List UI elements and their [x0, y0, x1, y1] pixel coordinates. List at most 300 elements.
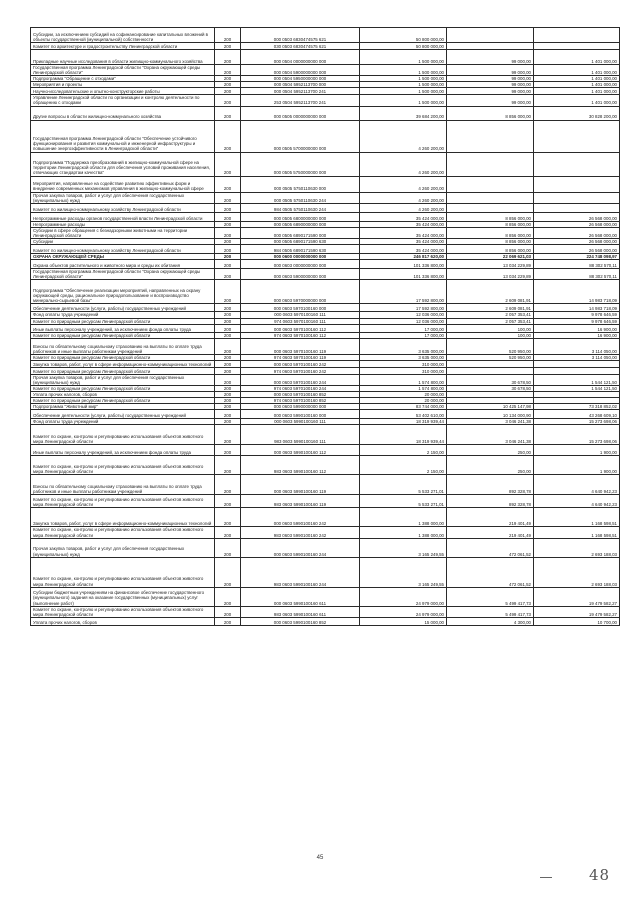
cell-fact: 250,00 — [447, 456, 534, 475]
cell-name: Комитет по жилищно-коммунальному хозяйству Ленинградской области — [31, 203, 215, 212]
cell-plan: 101 336 800,00 — [360, 269, 447, 280]
cell-fact: 13 034 229,89 — [447, 269, 534, 280]
cell-remain: 15 273 698,06 — [534, 419, 620, 425]
cell-fact: 472 061,52 — [447, 538, 534, 557]
cell-fact: 99 000,00 — [447, 50, 534, 65]
cell-code: 200 — [215, 88, 241, 95]
cell-code: 200 — [215, 43, 241, 50]
cell-code: 200 — [215, 304, 241, 312]
cell-code: 200 — [215, 65, 241, 76]
cell-plan: 1 388 000,00 — [360, 527, 447, 538]
cell-plan: 4 260 200,00 — [360, 192, 447, 203]
cell-name: Иные выплаты персоналу учреждений, за исключением фонда оплаты труда — [31, 324, 215, 332]
cell-plan: 15 000,00 — [360, 617, 447, 625]
table-row — [31, 374, 620, 385]
cell-plan: 24 979 000,00 — [360, 606, 447, 617]
budget-table-body — [31, 28, 620, 626]
cell-code: 200 — [215, 374, 241, 385]
cell-plan: 246 817 620,00 — [360, 254, 447, 260]
cell-name: Фонд оплаты труда учреждений — [31, 419, 215, 425]
cell-name: Прочая закупка товаров, работ и услуг для обеспечения государственных (муниципальных) нужд — [31, 192, 215, 203]
cell-csr: 000 0505 5750110630 244 — [241, 192, 360, 203]
table-row — [31, 508, 620, 527]
cell-csr: 984 0505 6890171590 630 — [241, 245, 360, 254]
table-row — [31, 260, 620, 269]
cell-name: Научно-исследовательские и опытно-конструкторские работы — [31, 88, 215, 95]
cell-fact: 3 046 241,38 — [447, 425, 534, 445]
cell-csr: 000 0505 5700000000 000 — [241, 120, 360, 152]
cell-csr: 983 0603 5990100160 244 — [241, 557, 360, 587]
cell-fact: 99 000,00 — [447, 95, 534, 106]
cell-fact: 99 000,00 — [447, 82, 534, 88]
cell-fact: 2 609 081,91 — [447, 280, 534, 304]
cell-plan: 24 979 000,00 — [360, 587, 447, 606]
table-row — [31, 50, 620, 65]
cell-plan: 17 592 800,00 — [360, 304, 447, 312]
cell-plan: 1 500 000,00 — [360, 65, 447, 76]
cell-remain: 9 978 646,59 — [534, 312, 620, 318]
cell-remain — [534, 152, 620, 176]
cell-fact: 3 046 241,38 — [447, 419, 534, 425]
cell-name: Комитет по охране, контролю и регулированию использования объектов животного мира Ленинградской области — [31, 495, 215, 508]
cell-csr: 000 0505 6890171590 000 — [241, 227, 360, 238]
cell-name: Мероприятия и проекты — [31, 82, 215, 88]
cell-csr: 000 0603 5990100160 111 — [241, 419, 360, 425]
table-row — [31, 176, 620, 192]
cell-name: Управление Ленинградской области по организации и контролю деятельности по обращению с отходами — [31, 95, 215, 106]
cell-csr: 000 0600 0000000000 000 — [241, 254, 360, 260]
cell-remain: 10 700,00 — [534, 617, 620, 625]
cell-code: 200 — [215, 95, 241, 106]
cell-code: 200 — [215, 606, 241, 617]
cell-csr: 983 0603 5990100160 119 — [241, 495, 360, 508]
cell-csr: 000 0603 5990100160 119 — [241, 475, 360, 495]
cell-code: 200 — [215, 176, 241, 192]
table-row — [31, 527, 620, 538]
cell-csr: 974 0603 5970100160 242 — [241, 367, 360, 374]
cell-csr: 000 0603 5970100160 244 — [241, 374, 360, 385]
cell-code: 200 — [215, 367, 241, 374]
cell-plan: 17 592 800,00 — [360, 280, 447, 304]
cell-remain: 1 401 000,00 — [534, 88, 620, 95]
table-row — [31, 106, 620, 120]
cell-plan: 35 424 000,00 — [360, 227, 447, 238]
cell-plan: 101 336 800,00 — [360, 260, 447, 269]
cell-fact: 892 328,78 — [447, 475, 534, 495]
cell-fact — [447, 28, 534, 43]
table-row — [31, 28, 620, 43]
cell-code: 200 — [215, 557, 241, 587]
cell-fact: 219 401,49 — [447, 508, 534, 527]
cell-name: ОХРАНА ОКРУЖАЮЩЕЙ СРЕДЫ — [31, 254, 215, 260]
table-row — [31, 88, 620, 95]
cell-plan: 3 635 000,00 — [360, 354, 447, 360]
cell-plan: 2 150,00 — [360, 445, 447, 456]
cell-name: Другие вопросы в области жилищно-коммунального хозяйства — [31, 106, 215, 120]
cell-remain: 2 693 188,03 — [534, 557, 620, 587]
cell-code: 200 — [215, 312, 241, 318]
table-row — [31, 304, 620, 312]
table-row — [31, 269, 620, 280]
table-row — [31, 617, 620, 625]
cell-name: Комитет по архитектуре и градостроительству Ленинградской области — [31, 43, 215, 50]
cell-plan: 12 036 000,00 — [360, 312, 447, 318]
cell-plan: 17 000,00 — [360, 332, 447, 338]
cell-remain: 1 401 000,00 — [534, 76, 620, 82]
table-row — [31, 192, 620, 203]
cell-name: Комитет по охране, контролю и регулированию использования объектов животного мира Ленинградской области — [31, 557, 215, 587]
cell-code: 200 — [215, 398, 241, 404]
cell-remain: 88 302 570,11 — [534, 260, 620, 269]
cell-plan: 1 500 000,00 — [360, 88, 447, 95]
cell-remain: 26 568 000,00 — [534, 221, 620, 227]
table-row — [31, 538, 620, 557]
cell-fact: 520 950,00 — [447, 354, 534, 360]
cell-csr: 000 0505 6890000000 000 — [241, 221, 360, 227]
cell-plan: 1 500 000,00 — [360, 95, 447, 106]
cell-csr: 983 0603 5990100160 111 — [241, 425, 360, 445]
table-row — [31, 606, 620, 617]
cell-code: 200 — [215, 239, 241, 245]
cell-remain: 9 978 646,59 — [534, 318, 620, 324]
cell-name: Комитет по охране, контролю и регулированию использования объектов животного мира Ленинградской области — [31, 527, 215, 538]
cell-remain: 43 268 609,10 — [534, 410, 620, 419]
handwritten-sheet-number: 48 — [589, 866, 611, 884]
cell-plan: 20 000,00 — [360, 398, 447, 404]
cell-fact: 100,00 — [447, 332, 534, 338]
cell-code: 200 — [215, 227, 241, 238]
cell-fact: 22 069 621,03 — [447, 254, 534, 260]
cell-remain: 14 983 718,09 — [534, 304, 620, 312]
table-row — [31, 120, 620, 152]
cell-code: 200 — [215, 425, 241, 445]
cell-code: 200 — [215, 338, 241, 354]
cell-csr: 000 0505 5750110630 000 — [241, 176, 360, 192]
cell-name: Комитет по природным ресурсам Ленинградской области — [31, 332, 215, 338]
cell-remain — [534, 176, 620, 192]
cell-name: Иные выплаты персоналу учреждений, за исключением фонда оплаты труда — [31, 445, 215, 456]
cell-name: Взносы по обязательному социальному страхованию на выплаты по оплате труда работников и иные выплаты работникам учреждений — [31, 475, 215, 495]
cell-plan: 4 260 200,00 — [360, 152, 447, 176]
cell-remain — [534, 203, 620, 212]
cell-name: Комитет по природным ресурсам Ленинградской области — [31, 398, 215, 404]
cell-fact: 8 856 000,00 — [447, 221, 534, 227]
cell-name: Комитет по природным ресурсам Ленинградской области — [31, 367, 215, 374]
cell-remain: 19 479 582,27 — [534, 587, 620, 606]
cell-plan: 4 260 200,00 — [360, 203, 447, 212]
cell-name: Закупка товаров, работ, услуг в сфере информационно-коммуникационных технологий — [31, 508, 215, 527]
table-row — [31, 338, 620, 354]
cell-fact: 8 856 000,00 — [447, 227, 534, 238]
cell-fact: 100,00 — [447, 324, 534, 332]
cell-fact: 8 856 000,00 — [447, 239, 534, 245]
cell-fact — [447, 152, 534, 176]
cell-remain: 16 900,00 — [534, 332, 620, 338]
cell-remain: 224 748 098,97 — [534, 254, 620, 260]
cell-name: Комитет по природным ресурсам Ленинградской области — [31, 385, 215, 391]
cell-name: Государственная программа Ленинградской области "Охрана окружающей среды Ленинградской области" — [31, 65, 215, 76]
cell-plan: 2 150,00 — [360, 456, 447, 475]
cell-plan: 35 424 000,00 — [360, 212, 447, 221]
cell-code: 200 — [215, 82, 241, 88]
cell-remain: 2 693 188,03 — [534, 538, 620, 557]
cell-fact: 2 057 353,41 — [447, 312, 534, 318]
cell-fact: 2 057 353,41 — [447, 318, 534, 324]
cell-remain: 1 401 000,00 — [534, 95, 620, 106]
cell-name: Государственная программа Ленинградской области "Охрана окружающей среды Ленинградской области" — [31, 269, 215, 280]
cell-plan: 20 000,00 — [360, 392, 447, 398]
table-row — [31, 367, 620, 374]
cell-fact: 4 300,00 — [447, 617, 534, 625]
cell-code: 200 — [215, 354, 241, 360]
cell-name: Комитет по природным ресурсам Ленинградской области — [31, 354, 215, 360]
cell-name: Подпрограмма "Обеспечение реализации мероприятий, направленных на охрану окружающей среды, рациональное природопользование и воспроизводство минерально-сырьевой базы" — [31, 280, 215, 304]
cell-plan: 3 165 249,55 — [360, 557, 447, 587]
cell-name: Подпрограмма "Животный мир" — [31, 404, 215, 410]
cell-plan: 35 424 000,00 — [360, 239, 447, 245]
cell-csr: 000 0504 5950000000 000 — [241, 76, 360, 82]
cell-plan: 35 424 000,00 — [360, 221, 447, 227]
cell-plan: 53 402 610,00 — [360, 410, 447, 419]
cell-csr: 974 0603 5970100160 111 — [241, 318, 360, 324]
cell-fact: 10 134 000,90 — [447, 410, 534, 419]
cell-remain — [534, 360, 620, 367]
cell-fact: 5 499 417,73 — [447, 606, 534, 617]
cell-remain: 16 900,00 — [534, 324, 620, 332]
cell-remain — [534, 120, 620, 152]
cell-name: Комитет по охране, контролю и регулированию использования объектов животного мира Ленинградской области — [31, 606, 215, 617]
cell-code: 200 — [215, 617, 241, 625]
cell-fact — [447, 192, 534, 203]
cell-name: Непрограммные расходы — [31, 221, 215, 227]
cell-csr: 974 0603 5970100160 119 — [241, 354, 360, 360]
cell-remain: 26 568 000,00 — [534, 227, 620, 238]
cell-fact: 219 401,49 — [447, 527, 534, 538]
cell-remain: 14 983 718,09 — [534, 280, 620, 304]
cell-fact — [447, 203, 534, 212]
cell-csr: 000 0603 0000000000 000 — [241, 260, 360, 269]
cell-csr: 000 0504 0000000000 000 — [241, 50, 360, 65]
table-row — [31, 475, 620, 495]
cell-remain: 15 273 698,06 — [534, 425, 620, 445]
cell-code: 200 — [215, 120, 241, 152]
cell-plan: 5 533 271,01 — [360, 495, 447, 508]
cell-fact — [447, 43, 534, 50]
cell-name: Государственная программа Ленинградской области "Обеспечение устойчивого функционирования и развития коммунальной и инженерной инфраструктуры и повышение энергоэффективности в Ленинградской области" — [31, 120, 215, 152]
cell-name: Прочая закупка товаров, работ и услуг для обеспечения государственных (муниципальных) нужд — [31, 374, 215, 385]
cell-csr: 253 0504 5952113700 241 — [241, 95, 360, 106]
cell-code: 200 — [215, 280, 241, 304]
cell-name: Уплата прочих налогов, сборов — [31, 392, 215, 398]
table-row — [31, 65, 620, 76]
cell-csr: 000 0504 5952113700 241 — [241, 88, 360, 95]
cell-code: 200 — [215, 192, 241, 203]
cell-name: Обеспечение деятельности (услуги, работы) государственных учреждений — [31, 410, 215, 419]
cell-code: 200 — [215, 260, 241, 269]
cell-code: 200 — [215, 269, 241, 280]
cell-fact: 13 034 229,89 — [447, 260, 534, 269]
cell-csr: 000 0505 6800000000 000 — [241, 212, 360, 221]
cell-remain: 1 168 598,51 — [534, 508, 620, 527]
cell-remain — [534, 28, 620, 43]
cell-code: 200 — [215, 332, 241, 338]
cell-csr: 000 0505 6890171590 630 — [241, 239, 360, 245]
cell-plan: 1 574 800,00 — [360, 374, 447, 385]
cell-name: Комитет по охране, контролю и регулированию использования объектов животного мира Ленинградской области — [31, 456, 215, 475]
cell-name: Уплата прочих налогов, сборов — [31, 617, 215, 625]
cell-name: Фонд оплаты труда учреждений — [31, 312, 215, 318]
cell-csr: 000 0603 5970100160 119 — [241, 338, 360, 354]
cell-name: Субсидии бюджетным учреждениям на финансовое обеспечение государственного (муниципального) задания на оказание государственных (муниципальных) услуг (выполнение работ) — [31, 587, 215, 606]
cell-fact — [447, 120, 534, 152]
cell-code: 200 — [215, 419, 241, 425]
table-row — [31, 95, 620, 106]
cell-fact — [447, 360, 534, 367]
cell-csr: 000 0603 5900000000 000 — [241, 269, 360, 280]
table-row — [31, 495, 620, 508]
cell-plan: 1 388 000,00 — [360, 508, 447, 527]
cell-code: 200 — [215, 495, 241, 508]
cell-fact: 5 499 417,73 — [447, 587, 534, 606]
handwritten-dash — [540, 877, 552, 878]
cell-remain: 3 114 050,00 — [534, 354, 620, 360]
cell-remain: 1 900,00 — [534, 445, 620, 456]
table-row — [31, 245, 620, 254]
cell-name: Субсидии, за исключением субсидий на софинансирование капитальных вложений в объекты государственной (муниципальной) собственности — [31, 28, 215, 43]
cell-code: 200 — [215, 392, 241, 398]
cell-remain: 73 318 852,02 — [534, 404, 620, 410]
cell-code: 200 — [215, 475, 241, 495]
cell-fact — [447, 367, 534, 374]
cell-csr: 984 0505 5750110630 244 — [241, 203, 360, 212]
cell-fact: 99 000,00 — [447, 76, 534, 82]
cell-fact: 8 856 000,00 — [447, 106, 534, 120]
cell-plan: 50 800 000,00 — [360, 43, 447, 50]
cell-remain — [534, 43, 620, 50]
cell-code: 200 — [215, 76, 241, 82]
cell-csr: 000 0503 6830474575 621 — [241, 28, 360, 43]
cell-csr: 000 0505 5750000000 000 — [241, 152, 360, 176]
cell-remain: 1 401 000,00 — [534, 50, 620, 65]
cell-fact: 30 678,50 — [447, 385, 534, 391]
cell-fact — [447, 176, 534, 192]
cell-fact: 10 425 147,98 — [447, 404, 534, 410]
cell-fact: 8 856 000,00 — [447, 245, 534, 254]
cell-csr: 000 0603 5990000000 000 — [241, 404, 360, 410]
cell-csr: 983 0603 5990100160 112 — [241, 456, 360, 475]
cell-code: 200 — [215, 254, 241, 260]
table-row — [31, 410, 620, 419]
cell-code: 200 — [215, 324, 241, 332]
cell-name: Обеспечение деятельности (услуги, работы) государственных учреждений — [31, 304, 215, 312]
cell-remain: 19 479 582,27 — [534, 606, 620, 617]
cell-remain: 1 401 000,00 — [534, 82, 620, 88]
cell-name: Субсидии в сфере обращения с безнадзорными животными на территории Ленинградской области — [31, 227, 215, 238]
cell-plan: 50 800 000,00 — [360, 28, 447, 43]
cell-csr: 000 0504 5900000000 000 — [241, 65, 360, 76]
cell-csr: 000 0603 5990100160 242 — [241, 508, 360, 527]
cell-fact: 250,00 — [447, 445, 534, 456]
table-row — [31, 43, 620, 50]
cell-remain: 26 568 000,00 — [534, 212, 620, 221]
cell-name: Охрана объектов растительного и животного мира и среды их обитания — [31, 260, 215, 269]
cell-csr: 000 0603 5970000000 000 — [241, 280, 360, 304]
cell-name: Комитет по жилищно-коммунальному хозяйству Ленинградской области — [31, 245, 215, 254]
cell-csr: 983 0603 5990100160 611 — [241, 606, 360, 617]
table-row — [31, 212, 620, 221]
cell-remain: 1 168 598,51 — [534, 527, 620, 538]
cell-csr: 000 0603 5990100160 244 — [241, 538, 360, 557]
cell-plan: 310 000,00 — [360, 367, 447, 374]
cell-plan: 18 319 939,44 — [360, 425, 447, 445]
cell-name: Подпрограмма "Поддержка преобразований в жилищно-коммунальной сфере на территории Ленинградской области для обеспечения условий проживания населения, отвечающих стандартам качества" — [31, 152, 215, 176]
cell-name: Подпрограмма "Обращение с отходами" — [31, 76, 215, 82]
cell-name: Прикладные научные исследования в области жилищно-коммунального хозяйства — [31, 50, 215, 65]
cell-remain: 1 401 000,00 — [534, 65, 620, 76]
cell-name: Взносы по обязательному социальному страхованию на выплаты по оплате труда работников и иные выплаты работникам учреждений — [31, 338, 215, 354]
cell-plan: 39 684 200,00 — [360, 106, 447, 120]
cell-name: Непрограммные расходы органов государственной власти Ленинградской области — [31, 212, 215, 221]
cell-csr: 000 0505 0000000000 000 — [241, 106, 360, 120]
cell-remain: 4 640 942,23 — [534, 475, 620, 495]
cell-code: 200 — [215, 587, 241, 606]
cell-name: Мероприятия, направленные на содействие развитию эффективных форм и внедрение современных механизмов управления в жилищно-коммунальной сфере — [31, 176, 215, 192]
table-row — [31, 360, 620, 367]
cell-code: 200 — [215, 203, 241, 212]
cell-csr: 000 0603 5990100160 611 — [241, 587, 360, 606]
cell-fact: 520 950,00 — [447, 338, 534, 354]
cell-csr: 974 0603 5970100160 852 — [241, 398, 360, 404]
cell-code: 200 — [215, 50, 241, 65]
cell-csr: 000 0603 5970100160 000 — [241, 304, 360, 312]
cell-plan: 4 260 200,00 — [360, 120, 447, 152]
cell-remain — [534, 192, 620, 203]
cell-csr: 000 0603 5970100160 242 — [241, 360, 360, 367]
cell-code: 200 — [215, 106, 241, 120]
cell-plan: 1 574 800,00 — [360, 385, 447, 391]
cell-remain: 1 544 121,50 — [534, 385, 620, 391]
cell-remain: 1 544 121,50 — [534, 374, 620, 385]
cell-remain: 26 568 000,00 — [534, 239, 620, 245]
cell-csr: 000 0603 5990100160 000 — [241, 410, 360, 419]
cell-code: 200 — [215, 445, 241, 456]
table-row — [31, 445, 620, 456]
cell-code: 200 — [215, 360, 241, 367]
cell-remain: 4 640 942,23 — [534, 495, 620, 508]
cell-fact: 99 000,00 — [447, 65, 534, 76]
cell-code: 200 — [215, 538, 241, 557]
cell-code: 200 — [215, 404, 241, 410]
table-row — [31, 425, 620, 445]
table-row — [31, 587, 620, 606]
cell-plan: 5 533 271,01 — [360, 475, 447, 495]
cell-csr: 000 0603 5970100160 111 — [241, 312, 360, 318]
cell-remain: 88 302 570,11 — [534, 269, 620, 280]
cell-code: 200 — [215, 28, 241, 43]
cell-csr: 000 0603 5970100160 112 — [241, 324, 360, 332]
cell-fact: 472 061,52 — [447, 557, 534, 587]
cell-plan: 83 744 000,00 — [360, 404, 447, 410]
cell-csr: 030 0503 6830474575 621 — [241, 43, 360, 50]
table-row — [31, 557, 620, 587]
table-row — [31, 456, 620, 475]
cell-name: Прочая закупка товаров, работ и услуг для обеспечения государственных (муниципальных) нужд — [31, 538, 215, 557]
cell-csr: 000 0603 5970100160 852 — [241, 392, 360, 398]
cell-plan: 18 319 939,44 — [360, 419, 447, 425]
cell-fact: 8 856 000,00 — [447, 212, 534, 221]
cell-fact: 99 000,00 — [447, 88, 534, 95]
table-row — [31, 280, 620, 304]
